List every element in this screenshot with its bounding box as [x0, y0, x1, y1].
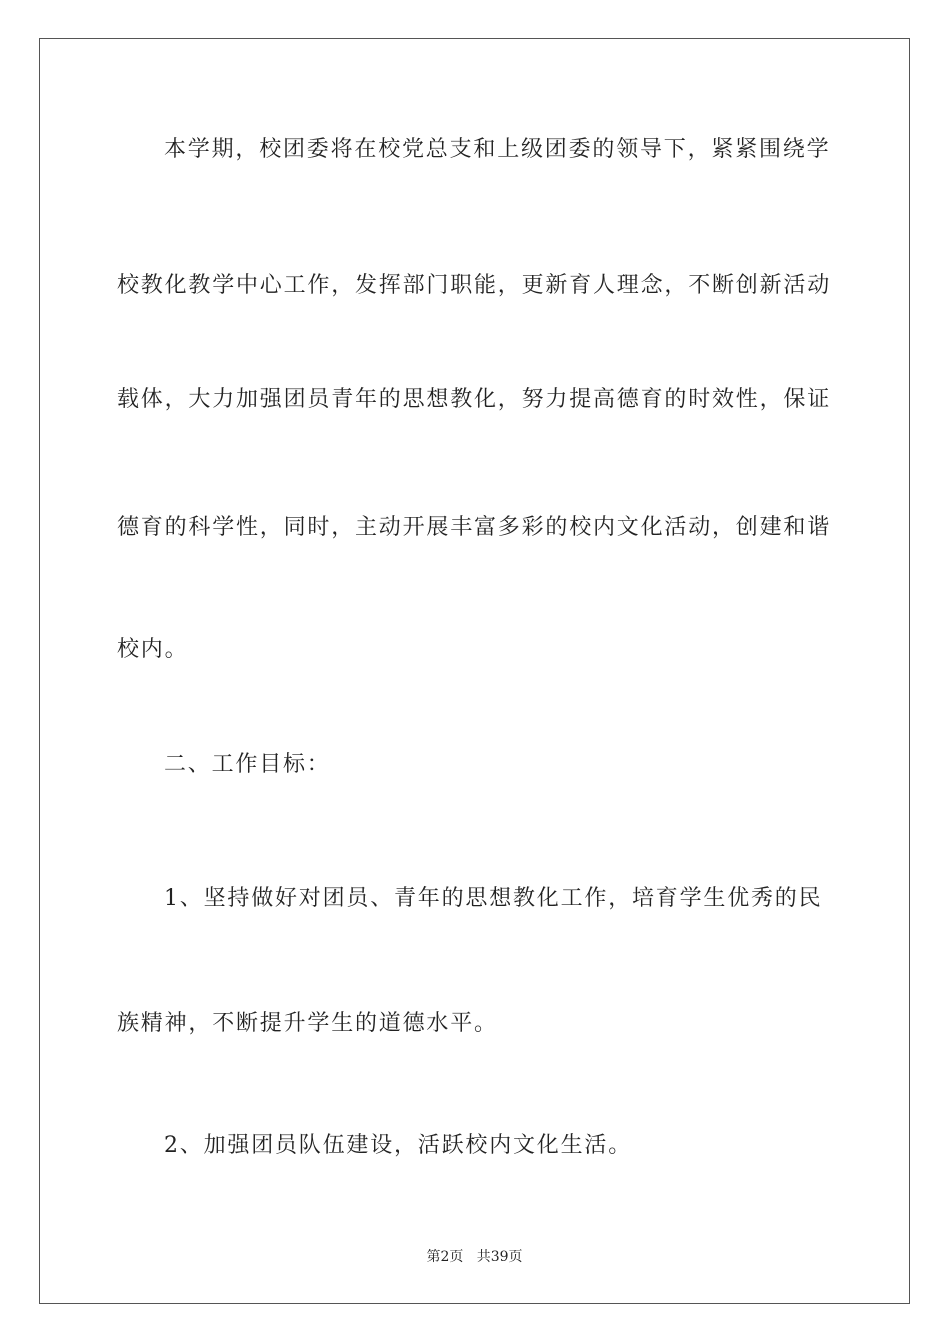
document-page	[39, 38, 910, 1304]
paragraph-line: 1、坚持做好对团员、青年的思想教化工作，培育学生优秀的民	[164, 886, 823, 911]
paragraph-line: 族精神，不断提升学生的道德水平。	[117, 1011, 498, 1036]
section-heading: 二、工作目标：	[164, 752, 331, 777]
paragraph-line: 校教化教学中心工作，发挥部门职能，更新育人理念，不断创新活动	[117, 273, 832, 298]
paragraph-line: 校内。	[117, 637, 189, 662]
paragraph-line: 2、加强团员队伍建设，活跃校内文化生活。	[164, 1133, 632, 1158]
page-number-footer: 第2页 共39页	[426, 1249, 523, 1265]
paragraph-line: 德育的科学性，同时，主动开展丰富多彩的校内文化活动，创建和谐	[117, 515, 832, 540]
paragraph-line: 载体，大力加强团员青年的思想教化，努力提高德育的时效性，保证	[117, 387, 832, 412]
paragraph-line: 本学期，校团委将在校党总支和上级团委的领导下，紧紧围绕学	[164, 137, 831, 162]
